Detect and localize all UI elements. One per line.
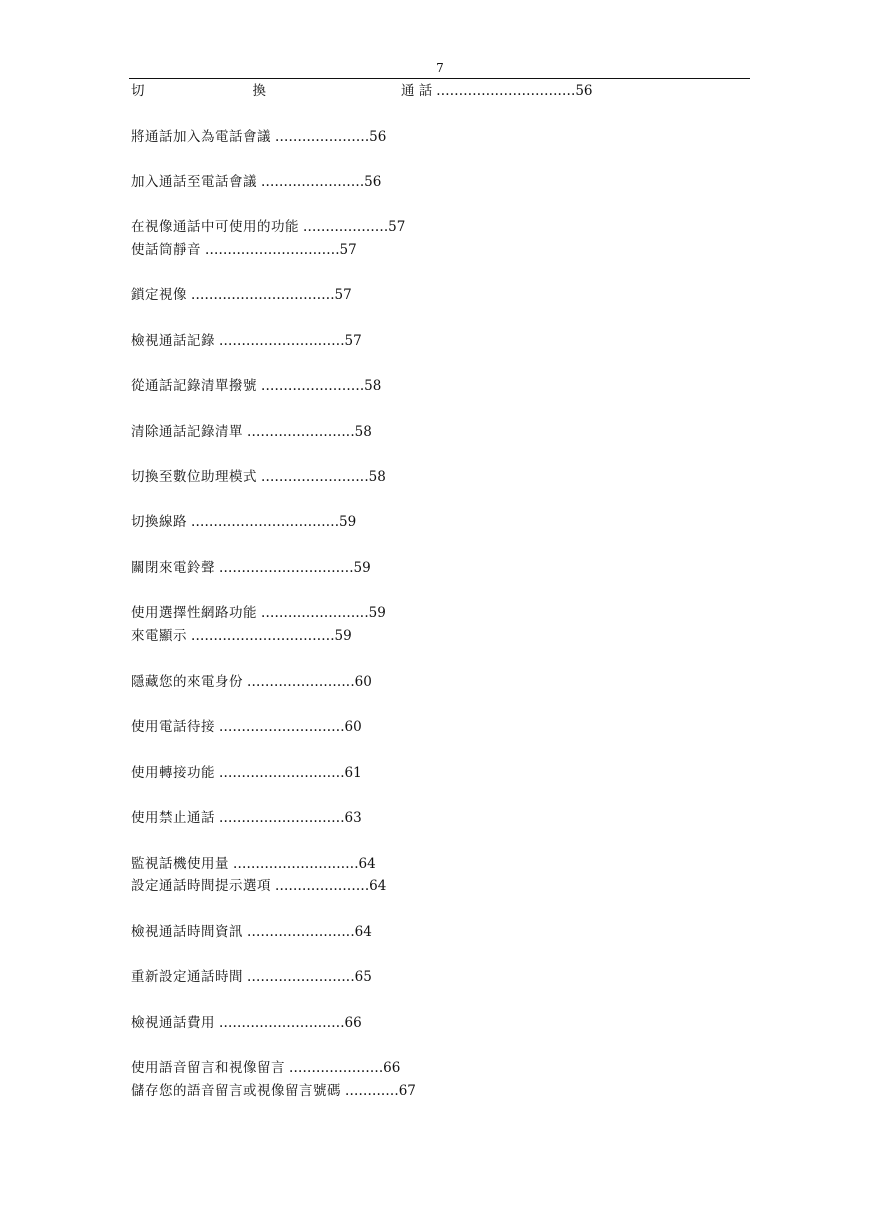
toc-entry-title: 使用電話待接 — [131, 719, 215, 735]
toc-entry-page: .64 — [354, 856, 376, 872]
toc-entry[interactable] — [131, 1015, 362, 1031]
toc-entry-title: 檢視通話費用 — [131, 1015, 215, 1031]
toc-entry-page: .59 — [330, 628, 352, 644]
toc-entry-page: .66 — [378, 1060, 401, 1076]
toc-leader-dots: ............................. — [205, 242, 336, 258]
toc-entry[interactable] — [131, 1060, 400, 1076]
toc-leader-dots: .................... — [275, 129, 365, 145]
toc-entry-title: 檢視通話記錄 — [131, 333, 215, 349]
toc-entry-title: 切換至數位助理模式 — [131, 469, 257, 485]
toc-leader-dots: ........................... — [219, 719, 341, 735]
toc-entry-page: .57 — [340, 333, 362, 349]
toc-leader-dots: ........................... — [219, 333, 341, 349]
toc-entry-page: .59 — [334, 514, 357, 530]
toc-entry[interactable] — [131, 219, 405, 235]
toc-entry-title: 從通話記錄清單撥號 — [131, 378, 257, 394]
toc-entry[interactable] — [131, 514, 356, 530]
toc-entry-page: .58 — [364, 469, 386, 485]
toc-entry-title: 使話筒靜音 — [131, 242, 201, 258]
toc-entry-title: 使用禁止通話 — [131, 810, 215, 826]
toc-entry[interactable] — [131, 924, 372, 940]
toc-leader-dots: ........................... — [219, 1015, 341, 1031]
toc-leader-dots: .................... — [289, 1060, 379, 1076]
toc-entry[interactable] — [131, 765, 362, 781]
toc-entry[interactable] — [131, 560, 371, 576]
toc-entry-title: 在視像通話中可使用的功能 — [131, 219, 299, 235]
toc-entry-title: 清除通話記錄清單 — [131, 424, 243, 440]
toc-leader-dots: ....................... — [247, 969, 351, 985]
toc-entry-page: .66 — [340, 1015, 362, 1031]
toc-entry-title: 切 換 通 話 — [131, 83, 433, 99]
toc-entry[interactable] — [131, 969, 372, 985]
toc-entry[interactable] — [131, 1083, 416, 1099]
toc-leader-dots: ...................... — [261, 378, 360, 394]
toc-entry-title: 關閉來電鈴聲 — [131, 560, 215, 576]
page-number: 7 — [436, 61, 444, 75]
toc-entry[interactable] — [131, 856, 376, 872]
toc-entry[interactable] — [131, 378, 381, 394]
toc-entry-page: .64 — [364, 878, 387, 894]
toc-entry[interactable] — [131, 424, 372, 440]
toc-entry-page: .60 — [340, 719, 362, 735]
toc-entry[interactable] — [131, 287, 352, 303]
toc-entry-page: .56 — [364, 129, 387, 145]
toc-entry-page: .57 — [335, 242, 357, 258]
toc-entry-page: .57 — [383, 219, 406, 235]
toc-entry-page: .67 — [394, 1083, 416, 1099]
toc-leader-dots: ............................. — [219, 560, 350, 576]
toc-entry-page: .59 — [364, 605, 386, 621]
toc-leader-dots: ....................... — [247, 674, 351, 690]
toc-entry[interactable] — [131, 469, 386, 485]
toc-leader-dots: ........................... — [233, 856, 355, 872]
toc-entry-title: 加入通話至電話會議 — [131, 174, 257, 190]
toc-entry[interactable] — [131, 333, 362, 349]
toc-leader-dots: .................. — [303, 219, 384, 235]
toc-leader-dots: ............................... — [191, 628, 331, 644]
header-rule — [129, 78, 750, 79]
toc-entry[interactable] — [131, 605, 386, 621]
toc-leader-dots: ................................ — [191, 514, 335, 530]
toc-entry-page: .58 — [359, 378, 382, 394]
toc-entry-title: 儲存您的語音留言或視像留言號碼 — [131, 1083, 341, 1099]
toc-entry[interactable] — [131, 242, 357, 258]
toc-leader-dots: ....................... — [261, 605, 365, 621]
toc-entry-page: .56 — [571, 83, 593, 99]
toc-entry-page: .59 — [349, 560, 371, 576]
toc-entry-title: 將通話加入為電話會議 — [131, 129, 271, 145]
toc-leader-dots: .............................. — [436, 83, 572, 99]
toc-entry-page: .64 — [350, 924, 372, 940]
toc-entry-title: 監視話機使用量 — [131, 856, 229, 872]
toc-entry[interactable] — [131, 83, 593, 99]
toc-entry-page: .61 — [340, 765, 362, 781]
toc-entry-page: .58 — [350, 424, 372, 440]
toc-entry-page: .63 — [340, 810, 362, 826]
toc-leader-dots: ............................... — [191, 287, 331, 303]
toc-leader-dots: .................... — [275, 878, 365, 894]
toc-entry[interactable] — [131, 628, 352, 644]
toc-entry[interactable] — [131, 878, 386, 894]
toc-entry[interactable] — [131, 810, 362, 826]
toc-entry-title: 檢視通話時間資訊 — [131, 924, 243, 940]
toc-leader-dots: ........... — [345, 1083, 395, 1099]
toc-entry-title: 使用語音留言和視像留言 — [131, 1060, 285, 1076]
toc-entry-title: 設定通話時間提示選項 — [131, 878, 271, 894]
toc-entry[interactable] — [131, 674, 372, 690]
toc-entry-title: 隱藏您的來電身份 — [131, 674, 243, 690]
toc-entry-page: .65 — [350, 969, 372, 985]
toc-entry-title: 使用轉接功能 — [131, 765, 215, 781]
toc-entry-title: 鎖定視像 — [131, 287, 187, 303]
toc-leader-dots: ....................... — [247, 924, 351, 940]
toc-leader-dots: ....................... — [247, 424, 351, 440]
toc-entry-title: 使用選擇性網路功能 — [131, 605, 257, 621]
toc-entry-title: 來電顯示 — [131, 628, 187, 644]
toc-entry-page: .57 — [330, 287, 352, 303]
toc-entry-page: .60 — [350, 674, 372, 690]
toc-leader-dots: ...................... — [261, 174, 360, 190]
toc-leader-dots: ........................... — [219, 765, 341, 781]
toc-entry-title: 重新設定通話時間 — [131, 969, 243, 985]
toc-entry[interactable] — [131, 719, 362, 735]
toc-entry-page: .56 — [359, 174, 382, 190]
toc-leader-dots: ....................... — [261, 469, 365, 485]
toc-entry[interactable] — [131, 174, 381, 190]
toc-entry[interactable] — [131, 129, 386, 145]
toc-entry-title: 切換線路 — [131, 514, 187, 530]
toc-leader-dots: ........................... — [219, 810, 341, 826]
